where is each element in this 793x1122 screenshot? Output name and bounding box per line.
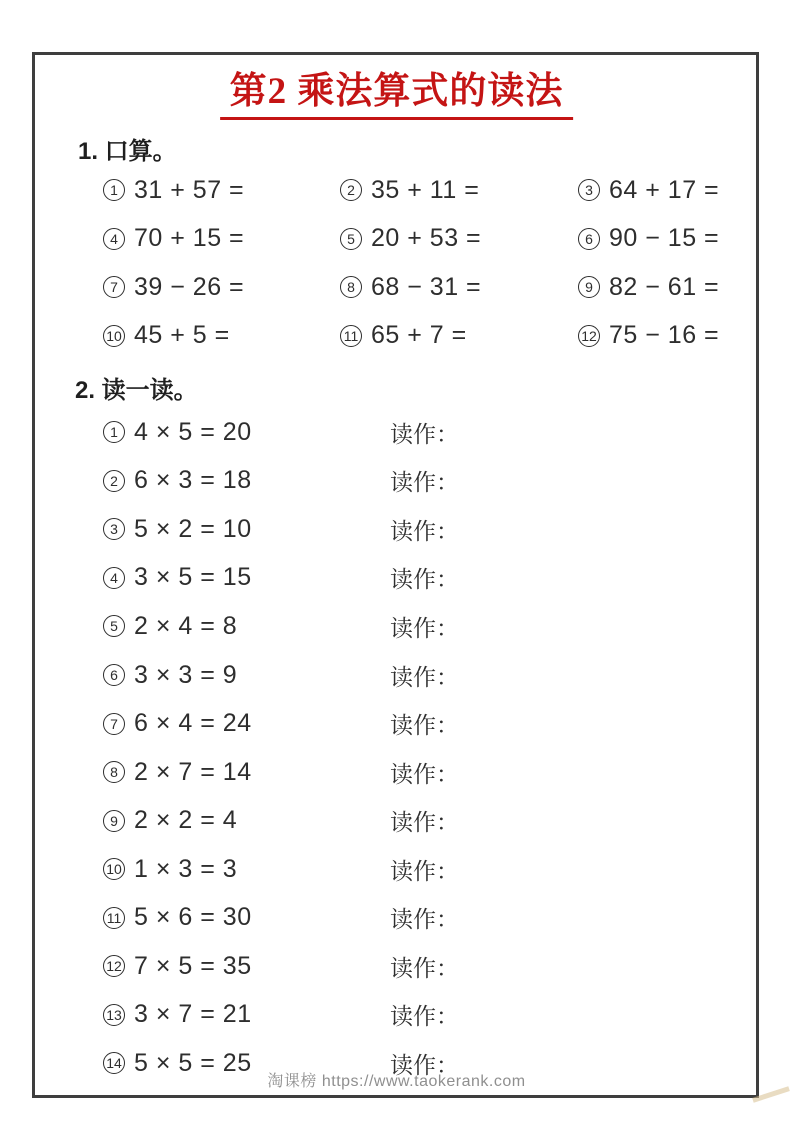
multiplication-equation: 4 × 5 = 20 [134,417,252,446]
read-as-label: 读作： [390,712,459,739]
problem-expression: 65 + 7 = [371,321,467,350]
problem-number: 3 [110,521,118,538]
section1-problem-grid [103,166,793,360]
oral-math-problem [340,273,578,302]
equation-group [103,903,390,932]
section2-heading: 2. 读一读。 [75,377,198,404]
read-as-label: 读作： [390,760,459,787]
problem-expression: 31 + 57 = [134,175,245,204]
equation-group [103,661,390,690]
equation-group [103,563,390,592]
problem-number: 10 [106,327,122,344]
multiplication-equation: 5 × 2 = 10 [134,514,252,543]
problem-expression: 35 + 11 = [371,175,480,204]
problem-number: 9 [585,279,593,296]
problem-number: 1 [110,182,118,199]
problem-number: 1 [110,424,118,441]
multiplication-equation: 7 × 5 = 35 [134,951,252,980]
problem-number: 11 [106,909,122,926]
multiplication-equation: 3 × 3 = 9 [134,660,238,689]
problem-number-circle [340,325,362,347]
problem-number-circle [103,228,125,250]
problem-expression: 64 + 17 = [609,175,720,204]
oral-math-problem [103,273,340,302]
problem-number: 11 [343,327,359,344]
problem-number-circle [578,179,600,201]
section2-problem-list [103,408,723,1088]
multiplication-equation: 6 × 4 = 24 [134,709,252,738]
problem-number-circle [340,228,362,250]
oral-math-problem [578,176,793,205]
oral-math-problem [103,176,340,205]
problem-number: 14 [106,1055,122,1072]
page-title: 第2 乘法算式的读法 [220,72,574,120]
problem-number-circle [103,421,125,443]
problem-number-circle [578,325,600,347]
problem-number-circle [103,567,125,589]
equation-group [103,758,390,787]
problem-expression: 75 − 16 = [609,321,720,350]
problem-number-circle [103,470,125,492]
read-aloud-problem-row [103,651,723,700]
oral-math-problem [340,224,578,253]
read-aloud-problem-row [103,505,723,554]
problem-number: 13 [106,1006,122,1023]
equation-group [103,806,390,835]
problem-expression: 39 − 26 = [134,272,245,301]
read-aloud-problem-row [103,699,723,748]
problem-number: 5 [347,230,355,247]
multiplication-equation: 2 × 4 = 8 [134,611,238,640]
read-as-label: 读作： [390,420,459,447]
problem-number: 6 [585,230,593,247]
read-aloud-problem-row [103,748,723,797]
problem-number: 4 [110,230,118,247]
problem-expression: 20 + 53 = [371,224,482,253]
problem-number: 4 [110,569,118,586]
problem-number: 9 [110,812,118,829]
read-aloud-problem-row [103,408,723,457]
read-aloud-problem-row [103,796,723,845]
problem-expression: 68 − 31 = [371,272,482,301]
multiplication-equation: 5 × 6 = 30 [134,903,252,932]
equation-group [103,952,390,981]
problem-number: 7 [110,279,118,296]
read-aloud-problem-row [103,554,723,603]
oral-math-problem [340,321,578,350]
problem-number-circle [103,761,125,783]
read-aloud-problem-row [103,893,723,942]
problem-number: 6 [110,667,118,683]
oral-math-problem [103,224,340,253]
multiplication-equation: 1 × 3 = 3 [134,854,238,883]
read-as-label: 读作： [390,614,459,641]
read-as-label: 读作： [390,906,459,933]
problem-number: 8 [347,279,355,296]
multiplication-equation: 2 × 7 = 14 [134,757,252,786]
equation-group [103,1000,390,1029]
problem-number-circle [103,276,125,298]
problem-number: 12 [581,327,597,344]
problem-number-circle [103,664,125,686]
read-aloud-problem-row [103,457,723,506]
problem-number: 2 [110,472,118,489]
read-as-label: 读作： [390,566,459,593]
problem-number-circle [103,179,125,201]
problem-expression: 45 + 5 = [134,321,230,350]
equation-group [103,418,390,447]
read-as-label: 读作： [390,469,459,496]
multiplication-equation: 3 × 5 = 15 [134,563,252,592]
equation-group [103,612,390,641]
problem-number-circle [103,1004,125,1026]
oral-math-problem [103,321,340,350]
problem-number: 10 [106,861,122,878]
read-as-label: 读作： [390,1003,459,1030]
problem-number-circle [578,276,600,298]
problem-number-circle [103,907,125,929]
section1-heading: 1. 口算。 [78,138,177,165]
read-aloud-problem-row [103,942,723,991]
problem-number-circle [578,228,600,250]
equation-group [103,855,390,884]
oral-math-problem [340,176,578,205]
read-as-label: 读作： [390,954,459,981]
problem-number: 5 [110,618,118,635]
oral-math-problem [578,224,793,253]
equation-group [103,515,390,544]
multiplication-equation: 3 × 7 = 21 [134,1000,252,1029]
multiplication-equation: 5 × 5 = 25 [134,1048,252,1077]
problem-number-circle [103,713,125,735]
problem-number-circle [103,615,125,637]
problem-expression: 90 − 15 = [609,224,720,253]
multiplication-equation: 6 × 3 = 18 [134,466,252,495]
read-as-label: 读作： [390,517,459,544]
problem-number-circle [103,858,125,880]
problem-number-circle [103,955,125,977]
read-aloud-problem-row [103,602,723,651]
problem-number: 7 [110,715,118,732]
read-as-label: 读作： [390,809,459,836]
watermark-text: 淘课榜 https://www.taokerank.com [267,1073,526,1090]
problem-number: 3 [585,182,593,199]
read-aloud-problem-row [103,845,723,894]
problem-number-circle [340,276,362,298]
multiplication-equation: 2 × 2 = 4 [134,806,238,835]
problem-number-circle [103,325,125,347]
equation-group [103,709,390,738]
read-aloud-problem-row [103,991,723,1040]
problem-number: 12 [106,958,122,975]
problem-number: 8 [110,764,118,781]
read-as-label: 读作： [390,663,459,690]
oral-math-problem [578,321,793,350]
oral-math-problem [578,273,793,302]
problem-expression: 70 + 15 = [134,224,245,253]
problem-number: 2 [347,182,355,199]
problem-expression: 82 − 61 = [609,272,720,301]
problem-number-circle [103,810,125,832]
read-as-label: 读作： [390,857,459,884]
equation-group [103,466,390,495]
problem-number-circle [103,518,125,540]
problem-number-circle [340,179,362,201]
read-as-label: 读作： [390,1051,459,1078]
